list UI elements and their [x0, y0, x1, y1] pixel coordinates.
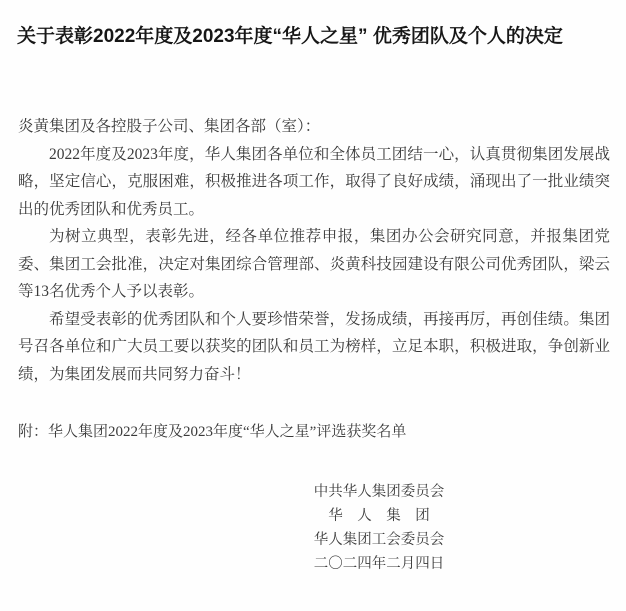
date-line: 二〇二四年二月四日	[313, 556, 445, 572]
attachment-note: 附：华人集团2022年度及2023年度“华人之星”评选获奖名单	[18, 424, 407, 440]
signature-block	[295, 480, 463, 576]
signature-line: 华人集团工会委员会	[313, 532, 445, 548]
signature-line: 华 人 集 团	[328, 508, 430, 524]
salutation-line: 炎黄集团及各控股子公司、集团各部（室）：	[18, 118, 321, 135]
signature-line: 中共华人集团委员会	[313, 484, 445, 500]
document-body	[18, 113, 610, 388]
paragraph: 2022年度及2023年度，华人集团各单位和全体员工团结一心，认真贯彻集团发展战略，坚定信心，克服困难，积极推进各项工作，取得了良好成绩，涌现出了一批业绩突出的优秀团队和优秀员工。	[18, 145, 610, 218]
paragraph: 为树立典型，表彰先进，经各单位推荐申报，集团办公会研究同意，并报集团党委、集团工会批准，决定对集团综合管理部、炎黄科技园建设有限公司优秀团队，梁云等13名优秀个人予以表彰。	[18, 228, 610, 300]
paragraph: 希望受表彰的优秀团队和个人要珍惜荣誉，发扬成绩，再接再厉，再创佳绩。集团号召各单位和广大员工要以获奖的团队和员工为榜样，立足本职，积极进取，争创新业绩，为集团发展而共同努力奋斗！	[18, 310, 610, 383]
document-title: 关于表彰2022年度及2023年度“华人之星” 优秀团队及个人的决定	[17, 26, 563, 47]
